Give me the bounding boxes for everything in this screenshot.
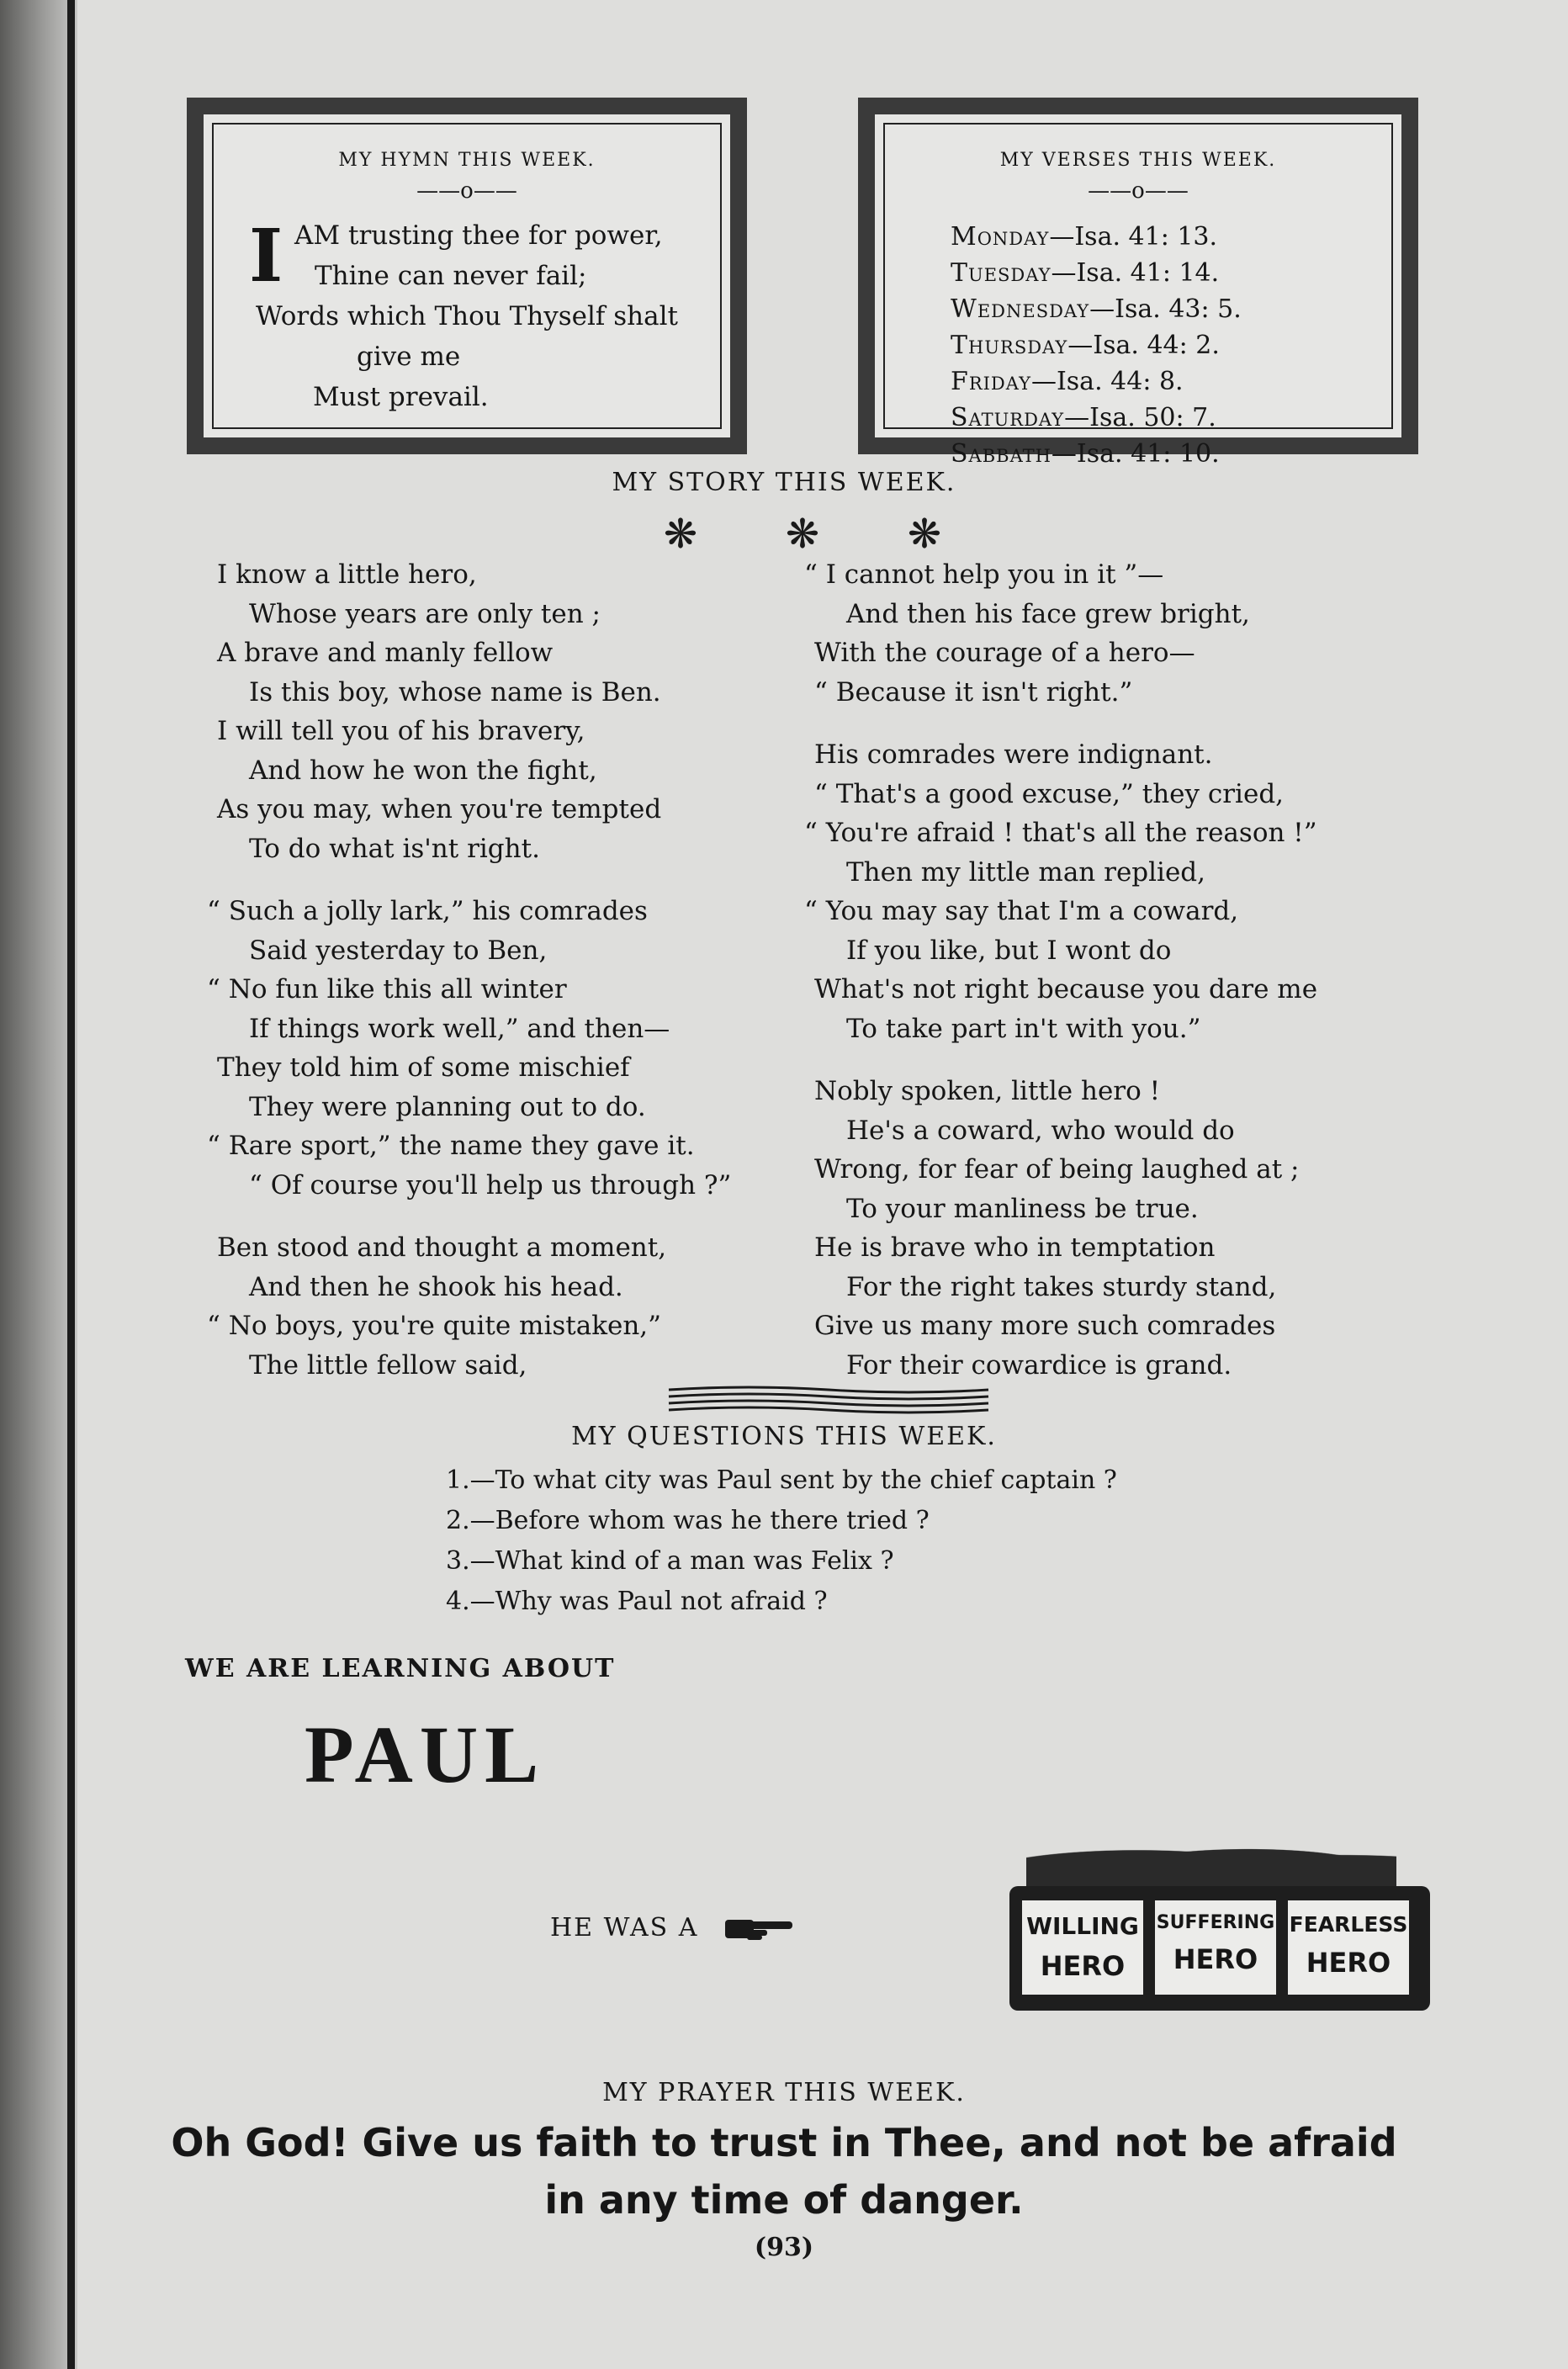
poem-right-column (804, 555, 1386, 1408)
poem-line: Ben stood and thought a moment, (217, 1232, 667, 1263)
hero-noun: HERO (1306, 1947, 1391, 1979)
poem-line: Is this boy, whose name is Ben. (249, 676, 661, 708)
page-number: (93) (754, 2233, 814, 2262)
question-item: 3.—What kind of a man was Felix ? (446, 1546, 894, 1576)
hymn-drop-cap: I (249, 214, 283, 299)
poem-stanza (207, 1228, 755, 1385)
poem-line: “ Rare sport,” the name they gave it. (207, 1131, 695, 1161)
poem-line: “ You're afraid ! that's all the reason !” (804, 818, 1317, 848)
poem-line: Nobly spoken, little hero ! (814, 1076, 1161, 1106)
hero-banner-plaque (1009, 1886, 1430, 2011)
story-title: MY STORY THIS WEEK. (612, 468, 956, 497)
poem-line: He is brave who in temptation (814, 1232, 1216, 1263)
prayer-line: in any time of danger. (544, 2177, 1024, 2223)
hymn-line: AM trusting thee for power, (294, 220, 663, 251)
questions-list (446, 1460, 1203, 1622)
verse-ref: —Isa. 43: 5. (1089, 294, 1242, 324)
star-ornament-icon: ❋ (663, 511, 698, 558)
question-item: 2.—Before whom was he there tried ? (446, 1506, 930, 1535)
prayer-title: MY PRAYER THIS WEEK. (602, 2078, 966, 2107)
hero-banner (1009, 1834, 1430, 2019)
verse-ref: —Isa. 41: 14. (1051, 258, 1220, 288)
hero-cell-willing (1020, 1898, 1146, 1997)
poem-line: For the right takes sturdy stand, (846, 1271, 1277, 1302)
hero-cell-fearless (1285, 1898, 1412, 1997)
poem-left-column (207, 555, 755, 1408)
verse-item (951, 327, 1371, 363)
verse-item (951, 255, 1371, 291)
poem-line: And how he won the fight, (249, 755, 597, 786)
hymn-line: give me (357, 342, 461, 372)
poem-line: To your manliness be true. (846, 1193, 1199, 1224)
verses-title: MY VERSES THIS WEEK. (999, 150, 1277, 171)
question-item: 1.—To what city was Paul sent by the chief captain ? (446, 1465, 1117, 1495)
prayer-line: Oh God! Give us faith to trust in Thee, and not be afraid (171, 2120, 1397, 2165)
poem-line: They told him of some mischief (217, 1052, 630, 1083)
questions-title: MY QUESTIONS THIS WEEK. (571, 1422, 997, 1451)
poem-line: With the courage of a hero— (814, 638, 1195, 668)
star-ornament-icon: ❋ (907, 511, 942, 558)
verses-divider: ——o—— (1088, 178, 1189, 204)
poem-line: What's not right because you dare me (814, 974, 1318, 1004)
pointing-hand-icon (723, 1913, 796, 1943)
poem-stanza (804, 735, 1386, 1048)
poem-line: “ No fun like this all winter (207, 974, 567, 1004)
poem-stanza (804, 555, 1386, 712)
verse-item (951, 291, 1371, 327)
verse-ref: —Isa. 41: 13. (1049, 222, 1218, 252)
poem-line: Said yesterday to Ben, (249, 935, 548, 966)
poem-line: Wrong, for fear of being laughed at ; (814, 1154, 1300, 1184)
poem-line: I will tell you of his bravery, (217, 716, 585, 746)
poem-line: The little fellow said, (249, 1349, 527, 1381)
poem-line: Give us many more such comrades (814, 1311, 1276, 1341)
poem-line: “ Of course you'll help us through ?” (249, 1169, 732, 1200)
poem-stanza (207, 892, 755, 1205)
poem-line: “ Because it isn't right.” (814, 676, 1133, 708)
verse-day: Thursday (951, 331, 1068, 360)
verse-ref: —Isa. 44: 8. (1030, 367, 1184, 396)
hymn-title: MY HYMN THIS WEEK. (338, 150, 596, 171)
hero-lead-text: HE WAS A (550, 1913, 699, 1942)
poem-line: As you may, when you're tempted (217, 794, 662, 824)
verse-ref: —Isa. 44: 2. (1067, 331, 1220, 360)
hero-adjective: SUFFERING (1156, 1912, 1275, 1933)
learning-topic: PAUL (305, 1709, 546, 1799)
poem-stanza (814, 1072, 1386, 1385)
poem-line: “ That's a good excuse,” they cried, (814, 778, 1285, 809)
poem-line: To do what is'nt right. (249, 833, 540, 864)
hymn-line: Must prevail. (313, 382, 489, 412)
learning-label: WE ARE LEARNING ABOUT (185, 1654, 616, 1683)
hero-adjective: FEARLESS (1289, 1912, 1408, 1937)
verse-day: Monday (951, 222, 1050, 252)
poem-line: And then his face grew bright, (846, 598, 1250, 629)
book-spine-shadow (0, 0, 77, 2369)
verse-ref: —Isa. 50: 7. (1064, 403, 1216, 432)
verse-item (951, 400, 1371, 436)
poem-line: “ Such a jolly lark,” his comrades (207, 896, 648, 926)
hero-noun: HERO (1040, 1950, 1126, 1982)
hymn-text (246, 215, 717, 417)
verse-day: Saturday (951, 403, 1065, 432)
hymn-box (187, 98, 747, 454)
hero-cell-suffering (1152, 1898, 1279, 1997)
poem-line: I know a little hero, (217, 559, 477, 590)
verse-ref: —Isa. 41: 10. (1051, 439, 1220, 469)
verse-day: Sabbath (951, 439, 1052, 469)
hymn-line: Words which Thou Thyself shalt (256, 301, 678, 331)
poem-line: “ I cannot help you in it ”— (804, 559, 1164, 590)
wavy-divider (665, 1383, 993, 1415)
verse-item (951, 363, 1371, 400)
story-ornament (660, 513, 946, 560)
poem-line: For their cowardice is grand. (846, 1349, 1232, 1381)
poem-line: If things work well,” and then— (249, 1013, 670, 1044)
verse-day: Wednesday (951, 294, 1090, 324)
verse-day: Tuesday (951, 258, 1052, 288)
poem-line: If you like, but I wont do (846, 935, 1172, 966)
poem-line: “ No boys, you're quite mistaken,” (207, 1311, 662, 1341)
hero-adjective: WILLING (1026, 1912, 1139, 1940)
poem-line: They were planning out to do. (249, 1091, 646, 1122)
verses-list (951, 219, 1371, 472)
star-ornament-icon: ❋ (785, 511, 820, 558)
poem-line: He's a coward, who would do (846, 1115, 1235, 1146)
poem-line: To take part in't with you.” (846, 1013, 1201, 1044)
poem-line: Then my little man replied, (846, 856, 1206, 888)
poem-line: His comrades were indignant. (814, 739, 1213, 770)
binding-rule (67, 0, 75, 2369)
poem-stanza (217, 555, 755, 868)
hymn-divider: ——o—— (416, 178, 517, 204)
hymn-line: Thine can never fail; (315, 261, 587, 291)
poem-line: Whose years are only ten ; (249, 598, 601, 629)
verse-item (951, 436, 1371, 472)
poem-line: “ You may say that I'm a coward, (804, 896, 1239, 926)
verse-day: Friday (951, 367, 1031, 396)
question-item: 4.—Why was Paul not afraid ? (446, 1587, 828, 1616)
verse-item (951, 219, 1371, 255)
hero-noun: HERO (1173, 1943, 1258, 1975)
poem-line: And then he shook his head. (249, 1271, 623, 1302)
poem-line: A brave and manly fellow (217, 638, 554, 668)
verses-box (858, 98, 1418, 469)
